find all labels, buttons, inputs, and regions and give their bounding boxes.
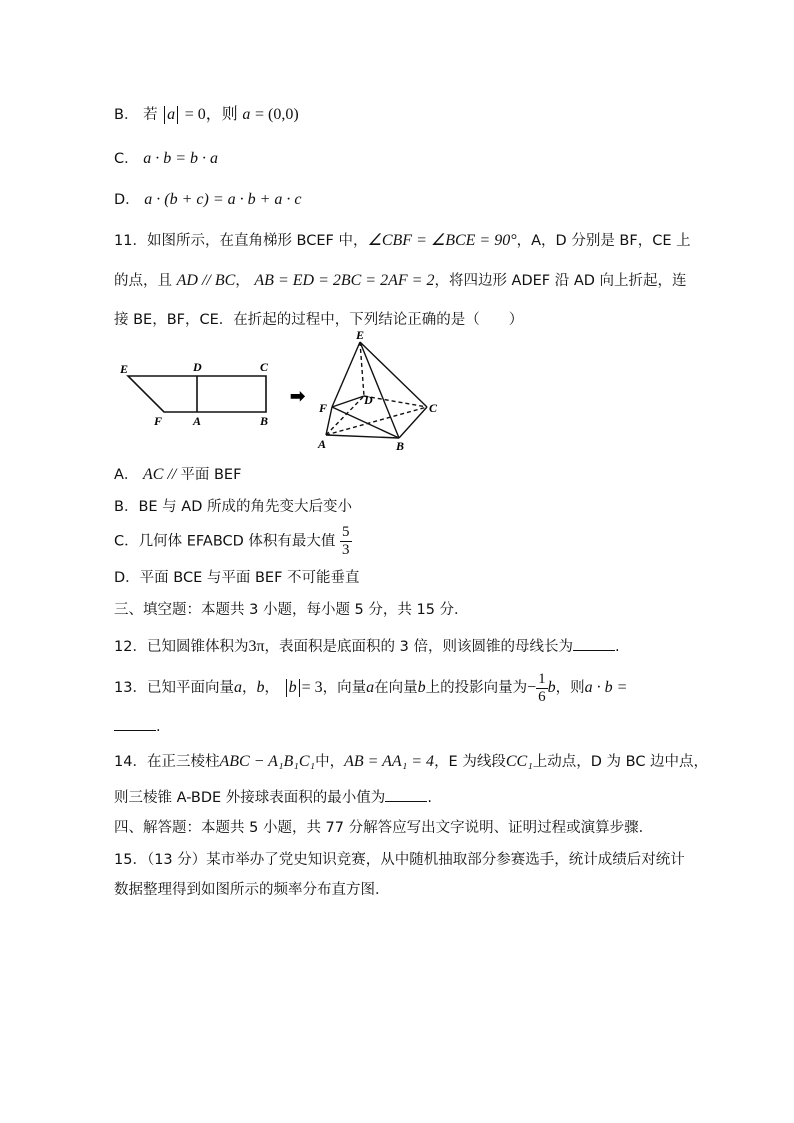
option-label: D． bbox=[114, 192, 140, 208]
q13-text: ，则 bbox=[555, 680, 585, 696]
label-d: D bbox=[193, 360, 202, 374]
fraction bbox=[536, 671, 548, 706]
q14-line2 bbox=[114, 787, 432, 808]
option-text: = (0,0) bbox=[255, 106, 299, 123]
q11-line1 bbox=[114, 231, 691, 251]
vector-a: a bbox=[167, 106, 176, 123]
abs-bar bbox=[286, 679, 287, 697]
q14-line1 bbox=[114, 752, 708, 772]
option-d bbox=[114, 190, 302, 210]
edge-fd bbox=[332, 396, 364, 407]
vector-a: a bbox=[242, 106, 251, 123]
q14-text: 中， bbox=[315, 754, 345, 770]
q13-text: 13．已知平面向量 bbox=[114, 680, 234, 696]
q13-text: ， bbox=[241, 680, 257, 696]
q12-text: . bbox=[614, 639, 620, 655]
option-c bbox=[114, 149, 218, 169]
numerator: 1 bbox=[538, 670, 546, 687]
q11-text: ，A，D 分别是 BF，CE 上 bbox=[516, 233, 691, 249]
q11-line2 bbox=[114, 271, 687, 291]
folding-figure bbox=[114, 330, 454, 455]
q14-formula: CC₁ bbox=[505, 753, 533, 770]
q13-line1 bbox=[114, 670, 627, 706]
q13-formula: = 3 bbox=[301, 679, 323, 696]
option-text: 若 bbox=[143, 107, 158, 123]
label-e: E bbox=[120, 362, 129, 376]
option-label: A． bbox=[114, 467, 139, 483]
numerator: 5 bbox=[342, 524, 350, 540]
answer-blank[interactable] bbox=[385, 787, 427, 802]
q12-text: ，表面积是底面积的 3 倍，则该圆锥的母线长为 bbox=[264, 639, 573, 655]
q13-line2 bbox=[114, 716, 161, 737]
label-f: F bbox=[319, 401, 328, 415]
option-formula: a · (b + c) = a · b + a · c bbox=[144, 191, 302, 208]
arrow-icon: ➡ bbox=[290, 386, 306, 406]
q14-text: ，E 为线段 bbox=[434, 754, 506, 770]
label-b: B bbox=[396, 439, 405, 453]
option-label: B． bbox=[114, 107, 139, 123]
abs-bar bbox=[299, 679, 300, 697]
edge-bc bbox=[399, 407, 427, 438]
label-f: F bbox=[154, 414, 163, 428]
vector-a: a bbox=[233, 679, 242, 696]
q12 bbox=[114, 636, 620, 657]
q11-formula: AD // BC bbox=[176, 272, 236, 289]
q11-option-b: B．BE 与 AD 所成的角先变大后变小 bbox=[114, 499, 352, 515]
edge-ab bbox=[326, 435, 399, 438]
q13-formula: a · b = bbox=[584, 679, 628, 696]
denominator: 3 bbox=[342, 542, 350, 558]
q11-line3: 接 BE，BF，CE．在折起的过程中，下列结论正确的是（ ） bbox=[114, 312, 524, 328]
q13-text: ， bbox=[264, 680, 279, 696]
q11-option-c bbox=[114, 524, 352, 559]
vector-a: a bbox=[366, 679, 375, 696]
option-text: 平面 BEF bbox=[180, 467, 242, 483]
q14-text: 则三棱锥 A-BDE 外接球表面积的最小值为 bbox=[114, 790, 386, 806]
vector-b: b bbox=[547, 679, 556, 696]
abs-bar bbox=[177, 106, 178, 124]
q12-formula: 3π bbox=[248, 638, 265, 655]
q12-text: 12．已知圆锥体积为 bbox=[114, 639, 249, 655]
q13-text: 上的投影向量为 bbox=[425, 680, 528, 696]
option-b bbox=[114, 105, 299, 125]
vector-b: b bbox=[256, 679, 265, 696]
answer-blank[interactable] bbox=[114, 716, 156, 731]
minus-sign: − bbox=[527, 679, 537, 696]
option-label: C． bbox=[114, 151, 139, 167]
q11-text: 的点，且 bbox=[114, 273, 172, 289]
edge-eb bbox=[360, 342, 399, 438]
q14-text: 上动点，D 为 BC 边中点， bbox=[532, 754, 709, 770]
section-heading-fill: 三、填空题：本题共 3 小题，每小题 5 分，共 15 分． bbox=[114, 602, 469, 618]
q15-line2: 数据整理得到如图所示的频率分布直方图． bbox=[114, 882, 390, 898]
q14-formula: AB = AA₁ = 4 bbox=[344, 753, 435, 770]
answer-blank[interactable] bbox=[573, 636, 615, 651]
q13-text: ，向量 bbox=[322, 680, 367, 696]
folded-solid bbox=[326, 342, 427, 438]
q11-formula: ∠CBF = ∠BCE = 90° bbox=[367, 232, 517, 249]
q11-text: ， bbox=[235, 273, 250, 289]
section-heading-answer: 四、解答题：本题共 5 小题，共 77 分解答应写出文字说明、证明过程或演算步骤． bbox=[114, 820, 654, 836]
label-e: E bbox=[356, 330, 365, 342]
q11-text: ，将四边形 ADEF 沿 AD 向上折起，连 bbox=[434, 273, 687, 289]
label-c: C bbox=[260, 360, 269, 374]
fraction bbox=[340, 524, 352, 559]
vector-b: b bbox=[417, 679, 426, 696]
denominator: 6 bbox=[538, 688, 546, 705]
q14-formula: ABC − A₁B₁C₁ bbox=[219, 753, 316, 770]
q15-line1: 15．（13 分）某市举办了党史知识竞赛，从中随机抽取部分参赛选手，统计成绩后对统计 bbox=[114, 852, 685, 868]
q11-option-d: D．平面 BCE 与平面 BEF 不可能垂直 bbox=[114, 570, 360, 586]
q11-formula: AB = ED = 2BC = 2AF = 2 bbox=[254, 272, 435, 289]
q14-text: 14．在正三棱柱 bbox=[114, 754, 220, 770]
q13-text: 在向量 bbox=[374, 680, 418, 696]
q11-option-a bbox=[114, 465, 241, 485]
option-text: = 0，则 bbox=[184, 106, 238, 123]
abs-bar bbox=[164, 106, 165, 124]
q11-text: 11．如图所示，在直角梯形 BCEF 中， bbox=[114, 233, 368, 249]
trapezoid-diagram bbox=[128, 376, 266, 412]
option-text: C．几何体 EFABCD 体积有最大值 bbox=[114, 533, 336, 550]
edge-ef bbox=[332, 342, 360, 407]
label-a: A bbox=[318, 437, 327, 451]
q14-text: . bbox=[427, 790, 432, 806]
label-a: A bbox=[193, 414, 202, 428]
vector-b: b bbox=[288, 679, 297, 696]
option-formula: a · b = b · a bbox=[143, 150, 219, 167]
label-c: C bbox=[429, 401, 438, 415]
label-d: D bbox=[364, 393, 373, 407]
q13-text: . bbox=[156, 719, 161, 735]
option-formula: AC // bbox=[143, 466, 181, 483]
label-b: B bbox=[260, 414, 269, 428]
